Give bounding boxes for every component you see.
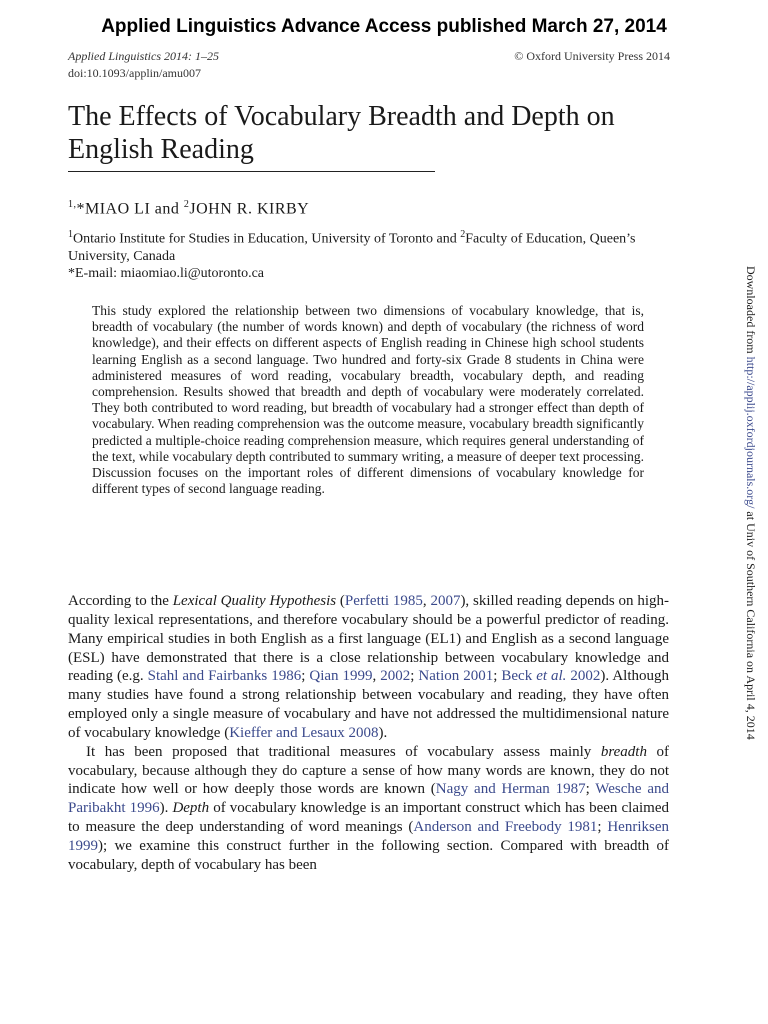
citation-link[interactable]: Nation 2001 xyxy=(418,668,494,685)
advance-access-banner: Applied Linguistics Advance Access published March 27, 2014 xyxy=(101,16,667,37)
download-watermark xyxy=(743,266,758,740)
citation-link[interactable]: Wesche and Paribakht 1996 xyxy=(68,781,669,817)
citation-link[interactable]: Henriksen 1999 xyxy=(68,819,669,854)
text-run: ). xyxy=(159,800,173,817)
article-title: The Effects of Vocabulary Breadth and Depth on English Reading xyxy=(68,101,615,165)
author2-affil-mark: 2 xyxy=(183,199,190,210)
paragraph-1 xyxy=(68,592,669,743)
affiliation-line xyxy=(68,226,668,265)
copyright-notice: © Oxford University Press 2014 xyxy=(514,49,670,63)
body-text xyxy=(68,592,669,875)
text-run: of vocabulary knowledge is an important construct which has been claimed to measure the deep understanding of word meanings ( xyxy=(68,800,669,836)
text-run: ), skilled reading depends on high-quality lexical representations, and therefore vocabulary should be a powerful predictor of reading. Many empirical studies in both English as a first language (EL1) and English as a second language (ESL) have demonstrated that there is a close relationship between vocabulary knowledge and reading (e.g. xyxy=(68,593,669,685)
text-run: ( xyxy=(336,593,345,609)
journal-url-link[interactable]: http://applij.oxfordjournals.org/ xyxy=(744,356,758,509)
author1-name: *MIAO LI and xyxy=(76,200,184,218)
text-run: of vocabulary, because although they do capture a sense of how many words are known, they do not indicate how well or how deeply those words are known ( xyxy=(68,743,669,798)
affil1-mark: 1 xyxy=(68,229,73,240)
citation-link[interactable]: Qian 1999 xyxy=(309,668,373,685)
citation-link[interactable]: Perfetti 1985 xyxy=(344,593,423,609)
citation-link[interactable]: Stahl and Fairbanks 1986 xyxy=(147,668,302,685)
citation-link[interactable]: 2002 xyxy=(380,668,411,685)
emphasis-term: Depth xyxy=(172,800,210,817)
affil2-mark: 2 xyxy=(460,229,466,240)
text-run: According to the xyxy=(68,593,173,609)
citation-link[interactable] xyxy=(501,668,600,684)
citation-author: Beck xyxy=(501,668,537,685)
text-run: , xyxy=(372,668,381,685)
citation-etal: et al. xyxy=(536,668,567,685)
text-run: ). Although many studies have found a strong relationship between vocabulary and reading, they have often employed only a single measure of vocabulary and have not addressed the multidimensional nature of vocabulary knowledge ( xyxy=(68,668,669,741)
emphasis-term: Lexical Quality Hypothesis xyxy=(172,593,337,609)
affiliations xyxy=(68,226,668,282)
text-run: ; xyxy=(493,668,502,685)
author1-affil-mark: 1, xyxy=(68,199,77,210)
text-run: ; xyxy=(585,781,596,798)
watermark-suffix: at Univ of Southern California on April 4, 2014 xyxy=(744,508,758,740)
citation-year: 2002 xyxy=(566,668,601,685)
title-underline xyxy=(68,171,435,172)
watermark-prefix: Downloaded from xyxy=(744,266,758,357)
text-run: ; xyxy=(410,668,419,685)
citation-link[interactable]: Anderson and Freebody 1981 xyxy=(413,819,598,836)
doi: doi:10.1093/applin/amu007 xyxy=(68,66,201,80)
text-run: , xyxy=(422,593,431,609)
emphasis-term: breadth xyxy=(600,743,647,760)
paragraph-2 xyxy=(68,743,669,875)
contact-email: *E-mail: miaomiao.li@utoronto.ca xyxy=(68,265,265,281)
abstract: This study explored the relationship between two dimensions of vocabulary knowledge, that is, breadth of vocabulary (the number of words known) and depth of vocabulary (the richness of word knowledge), and their effects on different aspects of English reading in Chinese high school students learning English as a second language. Two hundred and forty-six Grade 8 students in China were administered measures of word reading, vocabulary breadth, vocabulary depth, and reading comprehension. Results showed that breadth and depth of vocabulary were moderately correlated. They both contributed to word reading, but breadth of vocabulary had a stronger effect than depth of vocabulary. When reading comprehension was the outcome measure, vocabulary breadth significantly predicted a multiple-choice reading comprehension measure, which requires general understanding of the text, while vocabulary depth contributed to summary writing, a measure of deeper text processing. Discussion focuses on the important roles of different dimensions of vocabulary knowledge for different types of second language reading. xyxy=(92,303,644,497)
text-run: ); we examine this construct further in the following section. Compared with breadth of vocabulary, depth of vocabulary has been xyxy=(68,837,669,873)
text-run: ; xyxy=(301,668,310,685)
affil1-text: Ontario Institute for Studies in Education, University of Toronto and xyxy=(73,231,461,247)
author2-name: JOHN R. KIRBY xyxy=(189,200,310,218)
citation-link[interactable]: Nagy and Herman 1987 xyxy=(435,781,586,798)
affil2-text: Faculty of Education, Queen’s University, Canada xyxy=(68,231,636,264)
citation-link[interactable]: 2007 xyxy=(430,593,461,609)
journal-citation: Applied Linguistics 2014: 1–25 xyxy=(68,49,219,63)
text-run: ). xyxy=(378,724,388,741)
author-line xyxy=(68,199,309,218)
text-run: It has been proposed that traditional measures of vocabulary assess mainly xyxy=(86,743,601,760)
text-run: ; xyxy=(597,819,608,836)
citation-link[interactable]: Kieffer and Lesaux 2008 xyxy=(229,724,379,741)
